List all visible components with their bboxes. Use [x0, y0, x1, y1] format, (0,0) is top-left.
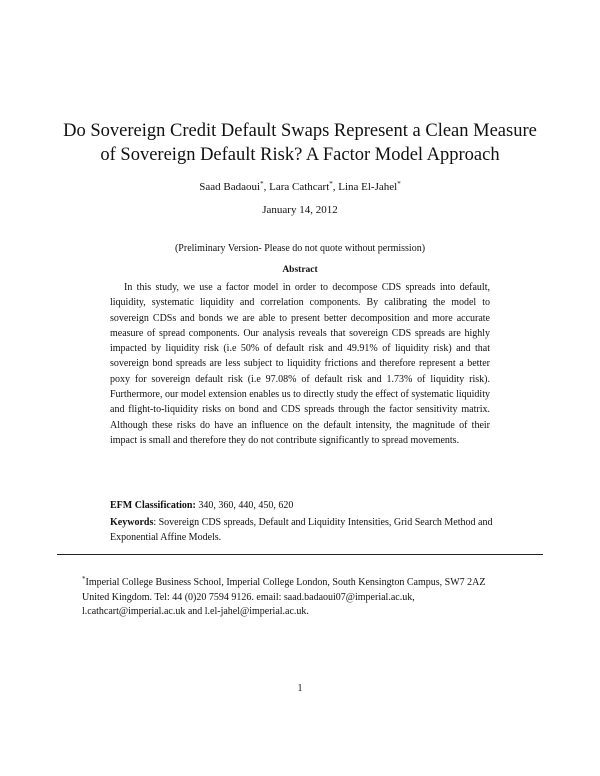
paper-title	[60, 119, 540, 167]
author-name: Saad Badaoui	[199, 181, 261, 193]
title-line-2: of Sovereign Default Risk? A Factor Model Approach	[100, 145, 500, 165]
efm-label: EFM Classification:	[110, 500, 196, 511]
footnote-line-3: l.cathcart@imperial.ac.uk and l.el-jahel@imperial.ac.uk.	[82, 606, 309, 617]
page-number: 1	[297, 683, 303, 694]
abstract-heading: Abstract	[282, 265, 318, 275]
keywords-value: : Sovereign CDS spreads, Default and Liquidity Intensities, Grid Search Method and Exponential Affine Models.	[110, 517, 493, 543]
paper-date: January 14, 2012	[262, 204, 338, 216]
preliminary-note: (Preliminary Version- Please do not quote without permission)	[174, 243, 426, 254]
author-footnote-mark: *	[329, 180, 333, 188]
author-separator: ,	[332, 181, 339, 193]
author-separator: ,	[263, 181, 270, 193]
keywords-label: Keywords	[110, 517, 154, 528]
author-name: Lara Cathcart	[269, 181, 330, 193]
author-list	[60, 177, 540, 194]
title-line-1: Do Sovereign Credit Default Swaps Represent a Clean Measure	[63, 121, 537, 141]
efm-value: 340, 360, 440, 450, 620	[195, 500, 294, 511]
author-footnote-mark: *	[260, 180, 264, 188]
footnote-mark: *	[82, 575, 86, 583]
abstract-text: In this study, we use a factor model in order to decompose CDS spreads into default, liquidity, systematic liquidity and correlation components. By calibrating the model to sovereign CDSs and bonds we are able to present better decomposition and more accurate measure of spread components. Our analysis reveals that sovereign CDS spreads are highly impacted by liquidity risk (i.e 50% of default risk and 49.91% of liquidity risk) and that sovereign bond spreads are less subject to liquidity frictions and therefore represent a better poxy for sovereign default risk (i.e 97.08% of default risk and 1.73% of liquidity risk). Furthermore, our model extension enables us to directly study the effect of systematic liquidity and flight-to-liquidity risks on bond and CDS spreads through the factor sensitivity matrix. Although these risks do have an influence on the default intensity, the magnitude of their impact is small and therefore they do not contribute significantly to spread movements.	[110, 282, 490, 446]
author-name: Lina El-Jahel	[338, 181, 398, 193]
footnote-line-1	[82, 572, 552, 591]
efm-classification	[110, 499, 510, 513]
keywords	[110, 516, 510, 545]
footnote-divider	[57, 554, 543, 555]
affiliation-footnote	[82, 572, 552, 620]
footnote-line-2: United Kingdom. Tel: 44 (0)20 7594 9126. email: saad.badaoui07@imperial.ac.uk,	[82, 591, 415, 603]
footnote-text: Imperial College Business School, Imperial College London, South Kensington Campus, SW7 2AZ	[85, 577, 486, 588]
author-footnote-mark: *	[397, 180, 401, 188]
